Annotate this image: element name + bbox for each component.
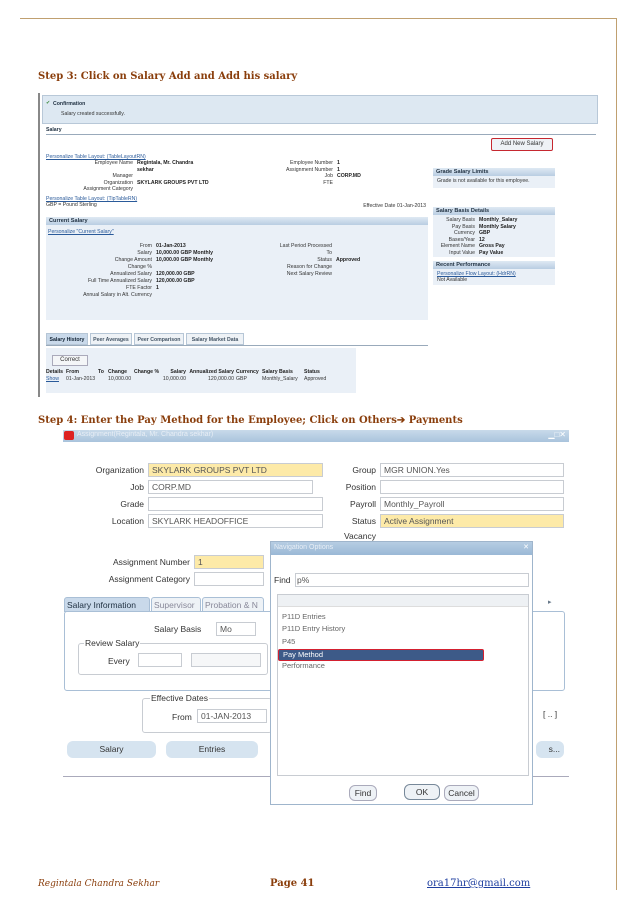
field-value: 10,000.00 GBP Monthly [156, 250, 213, 256]
option-pay-method-selected[interactable]: Pay Method [278, 649, 484, 661]
list-option[interactable]: P45 [282, 636, 296, 646]
scroll-right-icon[interactable]: ▸ [548, 599, 552, 606]
assignment-number-field[interactable]: 1 [194, 555, 264, 569]
table-cell: GBP [236, 376, 247, 382]
field-label: Manager [112, 173, 133, 179]
table-cell: 120,000.00 [208, 376, 234, 382]
table-cell: Approved [304, 376, 327, 382]
position-field[interactable] [380, 480, 564, 494]
column-header: Details [46, 369, 64, 375]
close-icon[interactable]: ✕ [523, 544, 529, 551]
personalize-current-link[interactable]: Personalize "Current Salary" [48, 229, 114, 235]
salary-screenshot [38, 93, 598, 397]
navigation-options-dialog [270, 541, 533, 805]
status-label: Status [351, 516, 376, 526]
ok-button[interactable]: OK [404, 784, 440, 800]
field-label: Next Salary Review [286, 271, 332, 277]
column-header: Annualized Salary [189, 369, 234, 375]
organization-field[interactable]: SKYLARK GROUPS PVT LTD [148, 463, 323, 477]
salary-button[interactable]: Salary [67, 741, 156, 758]
field-value: 1 [337, 166, 340, 173]
tab-salary-information[interactable]: Salary Information [64, 597, 150, 612]
confirmation-box [42, 95, 598, 124]
window-title: Assignment(Regintala, Mr. Chandra sekhar) [77, 431, 214, 438]
field-label: Organization [103, 179, 133, 186]
grade-message: Grade is not available for this employee. [437, 178, 530, 184]
organization-label: Organization [95, 465, 144, 475]
assignment-number-label: Assignment Number [112, 557, 190, 567]
tab-salary-history[interactable]: Salary History [46, 333, 88, 345]
dialog-title: Navigation Options [274, 544, 334, 551]
location-field[interactable]: SKYLARK HEADOFFICE [148, 514, 323, 528]
divider [46, 134, 596, 135]
assignment-screenshot [58, 428, 585, 805]
confirmation-title: Confirmation [53, 101, 86, 107]
list-option[interactable]: Performance [282, 661, 325, 671]
table-cell: Monthly_Salary [262, 376, 298, 382]
current-salary-title: Current Salary [46, 217, 428, 225]
grade-panel [433, 168, 555, 188]
field-value: GBP [479, 230, 491, 236]
field-label: Employee Number [290, 160, 333, 166]
tab-probation-n[interactable]: Probation & N [202, 597, 264, 612]
effective-dates-label: Effective Dates [151, 693, 209, 703]
field-value: 12 [479, 236, 485, 243]
field-value: 1 [156, 285, 159, 291]
arrow-icon: ➔ [396, 415, 406, 426]
cancel-button[interactable]: Cancel [444, 785, 479, 801]
field-value: 10,000.00 GBP Monthly [156, 257, 213, 263]
from-field[interactable]: 01-JAN-2013 [197, 709, 267, 723]
history-panel [46, 348, 356, 393]
field-label: From [139, 243, 152, 249]
column-header: Status [304, 369, 320, 375]
dialog-title-bar [271, 542, 532, 555]
effective-date: Effective Date 01-Jan-2013 [363, 203, 426, 209]
field-label: Annual Salary in Alt. Currency [83, 292, 152, 298]
column-header: From [66, 369, 79, 375]
table-cell: 10,000.00 [162, 376, 186, 382]
field-value: 120,000.00 GBP [156, 271, 195, 277]
column-header: Change % [134, 369, 160, 375]
column-header: Salary Basis [262, 369, 293, 375]
payroll-field[interactable]: Monthly_Payroll [380, 497, 564, 511]
column-header: Currency [236, 369, 259, 375]
step-4-text: Step 4: Enter the Pay Method for the Employee; Click on Others [38, 415, 397, 426]
field-label: Currency [453, 230, 475, 236]
field-label: FTE Factor [126, 285, 152, 291]
tab-divider [46, 345, 428, 346]
tab-peer-comparison[interactable]: Peer Comparison [134, 333, 184, 345]
status-field[interactable]: Active Assignment [380, 514, 564, 528]
confirmation-icon: ✔ [46, 100, 51, 106]
section-title: Salary [46, 127, 62, 133]
title-bar [63, 430, 569, 442]
find-field[interactable]: p% [295, 573, 529, 587]
field-label: Status [317, 257, 332, 263]
field-label: Assignment Number [286, 166, 333, 173]
tab-salary-market-data[interactable]: Salary Market Data [186, 333, 244, 345]
show-details-link[interactable]: Show [46, 376, 59, 382]
field-value: Gross Pay [479, 243, 505, 249]
entries-button[interactable]: Entries [166, 741, 258, 758]
payroll-label: Payroll [350, 499, 376, 509]
window-controls-icon[interactable]: ▁□✕ [548, 430, 566, 439]
performance-message: Not Available [437, 277, 468, 283]
tab-peer-averages[interactable]: Peer Averages [90, 333, 132, 345]
location-label: Location [111, 516, 144, 526]
list-option[interactable]: P11D Entry History [282, 624, 346, 634]
field-label: Reason for Change [287, 264, 332, 270]
step-3-heading: Step 3: Click on Salary Add and Add his salary [38, 71, 298, 82]
grade-label: Grade [120, 499, 144, 509]
options-list [277, 594, 529, 776]
field-label: To [326, 250, 332, 256]
find-label: Find [274, 575, 291, 585]
footer-email-link[interactable]: ora17hr@gmail.com [427, 878, 531, 889]
oracle-icon [64, 431, 74, 440]
personalize-link[interactable]: Personalize Table Layout: (TableLayoutRN) [46, 154, 146, 160]
add-new-salary-button[interactable]: Add New Salary [491, 138, 553, 151]
performance-title: Recent Performance [433, 261, 555, 269]
performance-panel [433, 261, 555, 285]
field-value: Monthly Salary [479, 223, 516, 230]
field-label: Change % [127, 264, 152, 270]
grade-title: Grade Salary Limits [433, 168, 555, 176]
column-header: Change [108, 369, 128, 375]
field-value: 120,000.00 GBP [156, 278, 195, 284]
every-label: Every [108, 656, 130, 666]
every-unit-field[interactable] [191, 653, 261, 667]
field-label: Assignment Category [83, 186, 133, 192]
basis-panel [433, 207, 555, 257]
page-number: Page 41 [270, 878, 315, 889]
field-label: Full Time Annualized Salary [87, 278, 152, 284]
job-field[interactable]: CORP.MD [148, 480, 313, 494]
field-label: Salary [137, 250, 152, 256]
field-label: Bases/Year [448, 236, 475, 243]
group-label: Group [352, 465, 376, 475]
personalize-link-2[interactable]: Personalize Table Layout: (TipTableRN) [46, 196, 138, 202]
confirmation-message: Salary created successfully. [61, 111, 125, 117]
column-header: To [98, 369, 104, 375]
field-label: Pay Basis [451, 223, 475, 230]
tab-supervisor[interactable]: Supervisor [151, 597, 201, 612]
field-value: 01-Jan-2013 [156, 243, 186, 249]
salary-basis-field[interactable]: Mo [216, 622, 256, 636]
step-4-tail: Payments [405, 415, 463, 426]
group-field[interactable]: MGR UNION.Yes [380, 463, 564, 477]
field-label: Element Name [440, 243, 475, 249]
field-value: Pay Value [479, 249, 504, 256]
field-label: FTE [323, 179, 333, 186]
field-value: Regintala, Mr. Chandra [137, 160, 194, 166]
table-cell: 10,000.00 [108, 376, 132, 382]
job-label: Job [130, 482, 144, 492]
field-label: Last Period Processed [279, 243, 332, 249]
currency-note: GBP = Pound Sterling [46, 202, 97, 208]
assignment-category-field[interactable] [194, 572, 264, 586]
salary-basis-label: Salary Basis [154, 624, 202, 634]
field-value: CORP.MD [337, 173, 361, 179]
from-label: From [172, 712, 192, 722]
field-label: Job [324, 173, 333, 179]
every-field[interactable] [138, 653, 182, 667]
review-salary-label: Review Salary [85, 638, 140, 648]
vacancy-label: Vacancy [344, 531, 376, 541]
step-4-heading [38, 415, 463, 426]
table-cell: 01-Jan-2013 [66, 376, 96, 382]
field-value: sekhar [137, 166, 154, 173]
field-label: Salary Basis [446, 217, 475, 223]
correct-button[interactable]: Correct [52, 355, 88, 366]
descriptive-flex-button[interactable]: [ .. ] [543, 709, 558, 719]
assignment-category-label: Assignment Category [108, 574, 190, 584]
field-label: Annualized Salary [110, 271, 152, 277]
field-label: Input Value [449, 249, 475, 256]
others-button[interactable]: s... [536, 741, 564, 758]
field-value: 1 [337, 160, 340, 166]
field-value: Approved [336, 257, 361, 263]
list-option[interactable]: P11D Entries [282, 612, 326, 621]
column-header: Salary [170, 369, 186, 375]
basis-title: Salary Basis Details [433, 207, 555, 215]
position-label: Position [345, 482, 376, 492]
current-salary-panel [46, 217, 428, 320]
field-value: SKYLARK GROUPS PVT LTD [137, 179, 209, 186]
field-value: Monthly_Salary [479, 217, 518, 223]
field-label: Employee Name [94, 160, 133, 166]
field-label: Change Amount [114, 257, 152, 263]
find-button[interactable]: Find [349, 785, 377, 801]
performance-link[interactable]: Personalize Flow Layout: (HdrRN) [437, 271, 516, 277]
footer-author: Regintala Chandra Sekhar [38, 879, 160, 889]
